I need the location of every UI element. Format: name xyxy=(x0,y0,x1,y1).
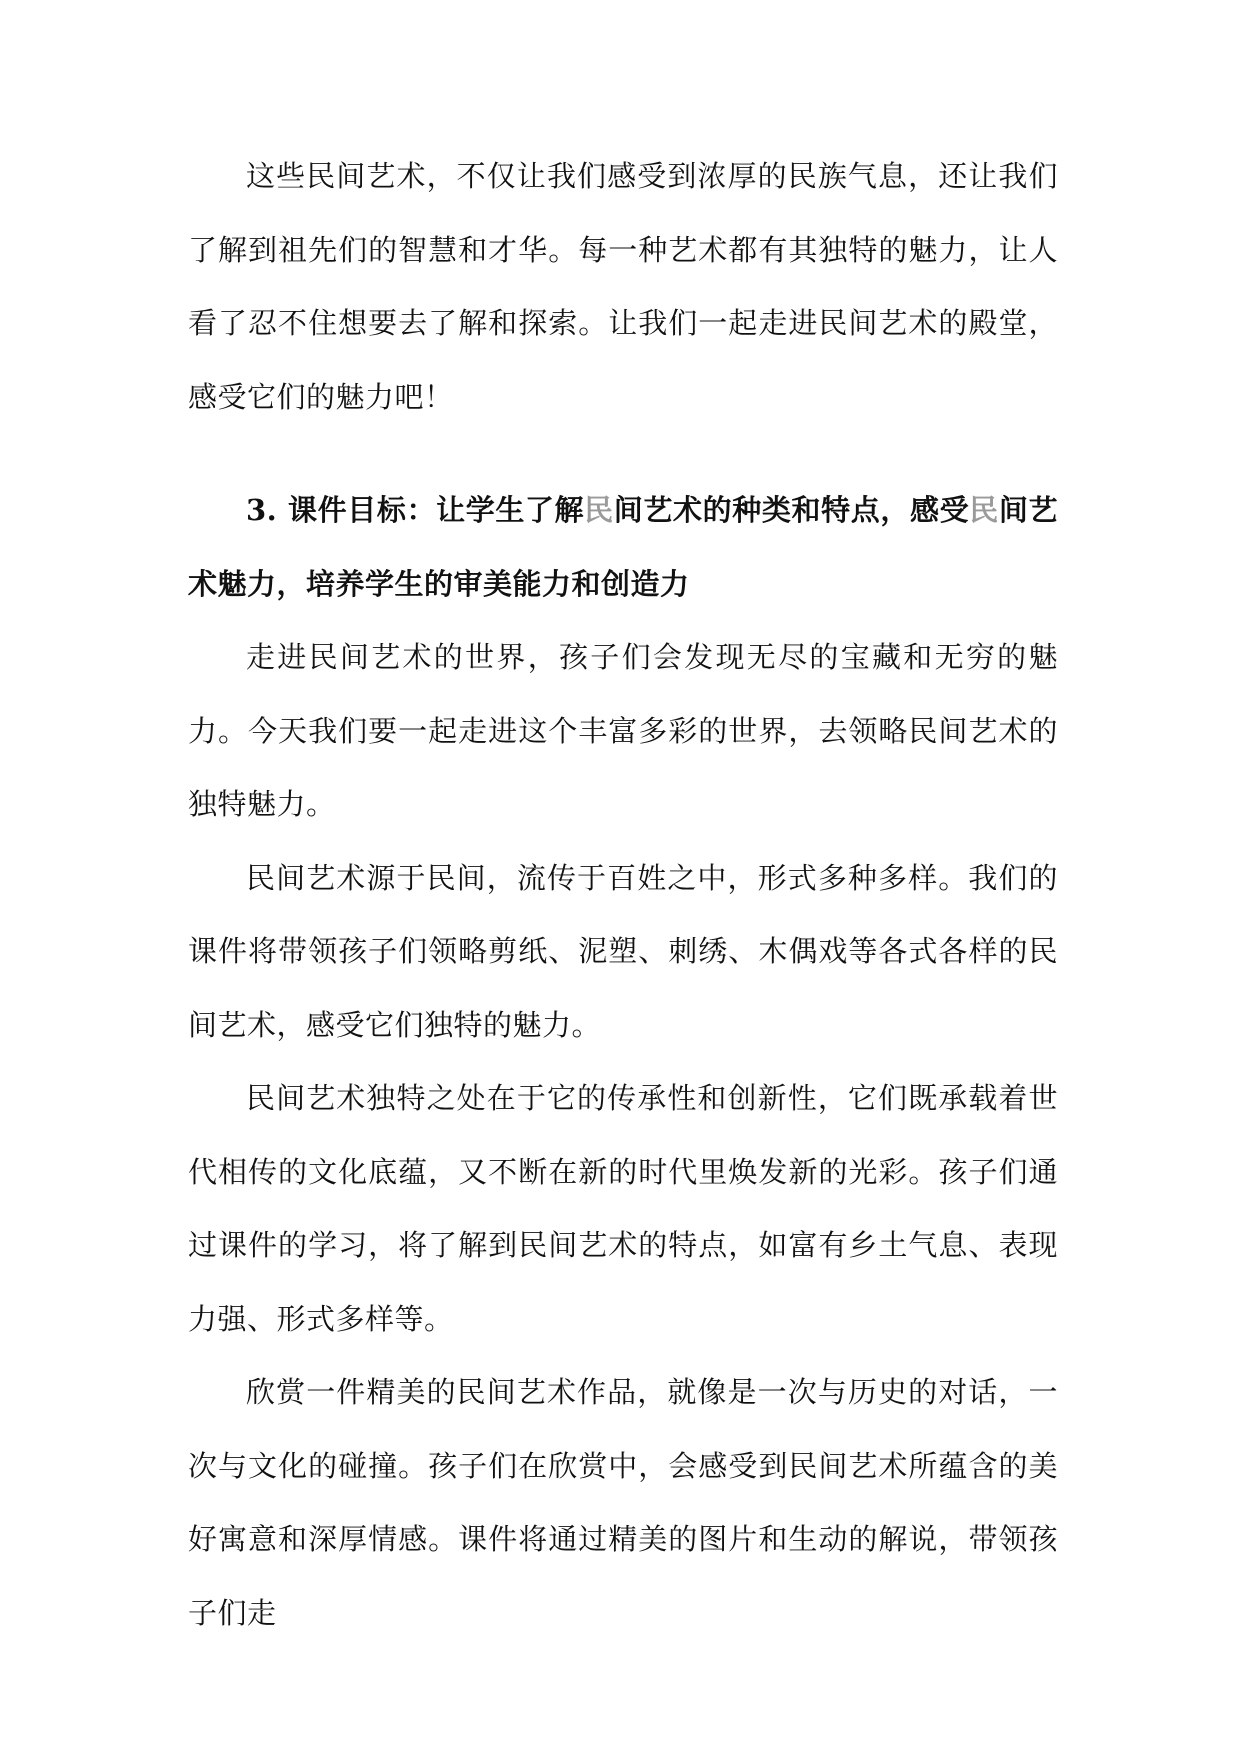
paragraph-2: 走进民间艺术的世界，孩子们会发现无尽的宝藏和无穷的魅力。今天我们要一起走进这个丰富多彩的世界，去领略民间艺术的独特魅力。 xyxy=(188,640,1058,821)
paragraph-1: 这些民间艺术，不仅让我们感受到浓厚的民族气息，还让我们了解到祖先们的智慧和才华。每一种艺术都有其独特的魅力，让人看了忍不住想要去了解和探索。让我们一起走进民间艺术的殿堂，感受它们的魅力吧！ xyxy=(188,159,1058,414)
heading-text-3: 间艺术魅力，培养学生的审美能力和创造力 xyxy=(188,493,1058,601)
heading-highlight-2: 民 xyxy=(969,493,999,527)
heading-text-1: 3. 课件目标：让学生了解 xyxy=(246,493,585,527)
paragraph-5: 欣赏一件精美的民间艺术作品，就像是一次与历史的对话，一次与文化的碰撞。孩子们在欣赏中，会感受到民间艺术所蕴含的美好寓意和深厚情感。课件将通过精美的图片和生动的解说，带领孩子们走 xyxy=(188,1375,1058,1630)
heading-text-2: 间艺术的种类和特点，感受 xyxy=(613,493,970,527)
paragraph-4: 民间艺术独特之处在于它的传承性和创新性，它们既承载着世代相传的文化底蕴，又不断在新的时代里焕发新的光彩。孩子们通过课件的学习，将了解到民间艺术的特点，如富有乡土气息、表现力强、形式多样等。 xyxy=(188,1081,1058,1336)
section-heading xyxy=(188,474,1058,621)
document-page xyxy=(188,140,1058,1650)
heading-highlight-1: 民 xyxy=(584,493,614,527)
paragraph-3: 民间艺术源于民间，流传于百姓之中，形式多种多样。我们的课件将带领孩子们领略剪纸、泥塑、刺绣、木偶戏等各式各样的民间艺术，感受它们独特的魅力。 xyxy=(188,860,1058,1042)
